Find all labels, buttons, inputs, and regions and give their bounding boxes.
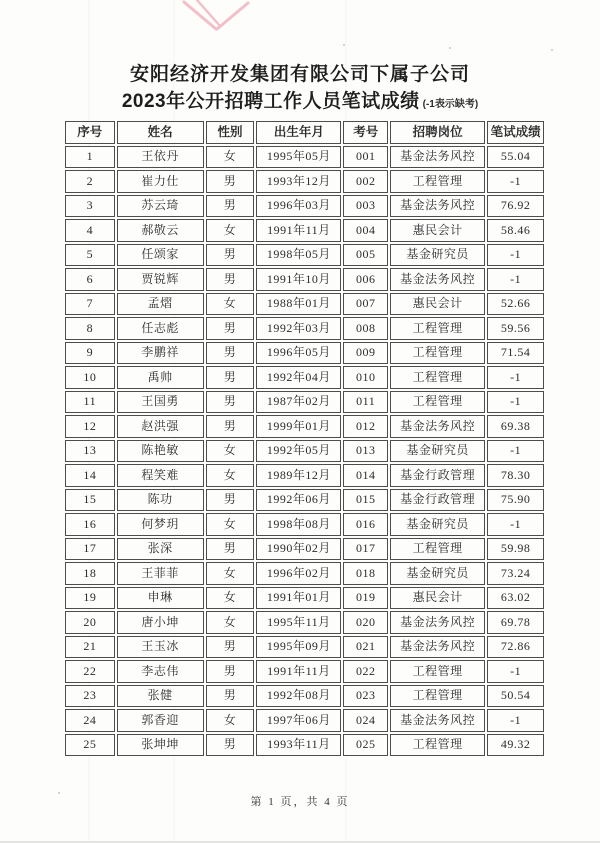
cell-birth-date: 1993年12月 [256,170,341,193]
cell-index: 1 [65,146,115,169]
cell-gender: 女 [206,146,255,169]
cell-position: 基金法务风控 [390,146,485,169]
cell-birth-date: 1987年02月 [256,391,341,414]
cell-exam-number: 015 [343,489,388,512]
table-header-row [65,121,544,144]
cell-name: 赵洪强 [117,415,204,438]
cell-gender: 男 [206,391,255,414]
cell-gender: 女 [206,562,255,585]
cell-score: 55.04 [487,146,544,169]
table-row [65,611,544,634]
table-row [65,391,544,414]
cell-name: 贾锐辉 [117,268,204,291]
cell-birth-date: 1995年09月 [256,636,341,659]
cell-gender: 女 [206,709,255,732]
cell-name: 任志彪 [117,317,204,340]
speck [551,49,553,51]
cell-score: -1 [487,366,544,389]
cell-score: 71.54 [487,342,544,365]
cell-birth-date: 1988年01月 [256,293,341,316]
cell-score: 72.86 [487,636,544,659]
cell-index: 22 [65,660,115,683]
cell-position: 基金法务风控 [390,611,485,634]
cell-birth-date: 1995年11月 [256,611,341,634]
table-row [65,293,544,316]
cell-birth-date: 1991年10月 [256,268,341,291]
cell-score: 69.38 [487,415,544,438]
table-row [65,660,544,683]
cell-exam-number: 012 [343,415,388,438]
cell-exam-number: 005 [343,244,388,267]
cell-position: 基金法务风控 [390,709,485,732]
table-row [65,146,544,169]
cell-name: 张健 [117,685,204,708]
cell-index: 20 [65,611,115,634]
cell-gender: 男 [206,489,255,512]
cell-index: 9 [65,342,115,365]
cell-gender: 男 [206,170,255,193]
cell-score: 69.78 [487,611,544,634]
cell-gender: 女 [206,440,255,463]
cell-position: 惠民会计 [390,293,485,316]
cell-birth-date: 1992年04月 [256,366,341,389]
cell-exam-number: 024 [343,709,388,732]
cell-exam-number: 006 [343,268,388,291]
cell-name: 唐小坤 [117,611,204,634]
cell-index: 24 [65,709,115,732]
cell-birth-date: 1991年01月 [256,587,341,610]
table-row [65,685,544,708]
cell-gender: 男 [206,685,255,708]
cell-index: 16 [65,513,115,536]
speck [343,44,345,46]
cell-birth-date: 1996年02月 [256,562,341,585]
column-header-name: 姓名 [117,121,204,144]
cell-exam-number: 013 [343,440,388,463]
cell-score: 75.90 [487,489,544,512]
cell-exam-number: 020 [343,611,388,634]
cell-birth-date: 1992年08月 [256,685,341,708]
table-row [65,709,544,732]
speck [449,47,451,49]
cell-birth-date: 1995年05月 [256,146,341,169]
cell-birth-date: 1998年05月 [256,244,341,267]
cell-gender: 女 [206,293,255,316]
cell-score: -1 [487,244,544,267]
cell-name: 李志伟 [117,660,204,683]
cell-score: 59.98 [487,538,544,561]
table-row [65,440,544,463]
cell-gender: 男 [206,317,255,340]
cell-gender: 男 [206,268,255,291]
document-title-line2 [0,88,600,118]
cell-position: 工程管理 [390,734,485,757]
table-row [65,489,544,512]
cell-score: -1 [487,660,544,683]
cell-position: 惠民会计 [390,219,485,242]
cell-name: 王玉冰 [117,636,204,659]
column-header-index: 序号 [65,121,115,144]
cell-gender: 男 [206,415,255,438]
cell-exam-number: 009 [343,342,388,365]
cell-index: 6 [65,268,115,291]
cell-gender: 男 [206,195,255,218]
table-row [65,195,544,218]
cell-exam-number: 017 [343,538,388,561]
cell-birth-date: 1989年12月 [256,464,341,487]
title-note-absent-legend: (-1表示缺考) [422,99,479,110]
cell-index: 5 [65,244,115,267]
cell-score: 50.54 [487,685,544,708]
column-header-gender: 性别 [206,121,255,144]
cell-position: 工程管理 [390,317,485,340]
cell-birth-date: 1991年11月 [256,219,341,242]
column-header-birth-date: 出生年月 [256,121,341,144]
cell-exam-number: 004 [343,219,388,242]
cell-score: -1 [487,391,544,414]
cell-index: 18 [65,562,115,585]
cell-index: 23 [65,685,115,708]
table-row [65,513,544,536]
pen-check-mark [176,0,254,34]
cell-position: 基金行政管理 [390,464,485,487]
cell-position: 工程管理 [390,170,485,193]
cell-position: 惠民会计 [390,587,485,610]
table-row [65,464,544,487]
cell-birth-date: 1990年02月 [256,538,341,561]
cell-position: 基金法务风控 [390,636,485,659]
cell-exam-number: 008 [343,317,388,340]
cell-gender: 男 [206,636,255,659]
cell-exam-number: 007 [343,293,388,316]
cell-exam-number: 018 [343,562,388,585]
exam-results-table [63,119,546,758]
cell-gender: 女 [206,513,255,536]
column-header-exam-number: 考号 [343,121,388,144]
table-row [65,170,544,193]
cell-gender: 女 [206,219,255,242]
cell-birth-date: 1998年08月 [256,513,341,536]
cell-index: 13 [65,440,115,463]
cell-position: 工程管理 [390,538,485,561]
cell-index: 7 [65,293,115,316]
column-header-score: 笔试成绩 [487,121,544,144]
cell-birth-date: 1992年05月 [256,440,341,463]
cell-birth-date: 1996年05月 [256,342,341,365]
cell-gender: 男 [206,660,255,683]
cell-index: 2 [65,170,115,193]
cell-birth-date: 1992年03月 [256,317,341,340]
column-header-position: 招聘岗位 [390,121,485,144]
cell-index: 15 [65,489,115,512]
cell-exam-number: 011 [343,391,388,414]
cell-name: 任颂家 [117,244,204,267]
cell-birth-date: 1992年06月 [256,489,341,512]
cell-index: 21 [65,636,115,659]
cell-gender: 男 [206,734,255,757]
cell-exam-number: 022 [343,660,388,683]
cell-index: 11 [65,391,115,414]
table-row [65,734,544,757]
cell-name: 张坤坤 [117,734,204,757]
cell-index: 8 [65,317,115,340]
table-row [65,244,544,267]
cell-exam-number: 016 [343,513,388,536]
cell-name: 程笑难 [117,464,204,487]
table-row [65,366,544,389]
cell-index: 14 [65,464,115,487]
cell-score: -1 [487,440,544,463]
cell-score: -1 [487,513,544,536]
cell-position: 基金行政管理 [390,489,485,512]
cell-position: 工程管理 [390,366,485,389]
cell-score: 78.30 [487,464,544,487]
cell-exam-number: 010 [343,366,388,389]
results-table-container [63,119,546,758]
cell-gender: 男 [206,342,255,365]
cell-index: 10 [65,366,115,389]
cell-gender: 男 [206,538,255,561]
cell-position: 工程管理 [390,660,485,683]
cell-index: 17 [65,538,115,561]
document-header [0,62,600,118]
cell-position: 基金研究员 [390,562,485,585]
cell-name: 何梦玥 [117,513,204,536]
cell-name: 王菲菲 [117,562,204,585]
page-number: 第 1 页，共 4 页 [250,796,350,808]
table-row [65,538,544,561]
cell-score: -1 [487,170,544,193]
cell-name: 郝敬云 [117,219,204,242]
cell-exam-number: 014 [343,464,388,487]
cell-score: 58.46 [487,219,544,242]
cell-exam-number: 003 [343,195,388,218]
table-row [65,587,544,610]
cell-position: 基金研究员 [390,513,485,536]
cell-index: 4 [65,219,115,242]
cell-name: 苏云琦 [117,195,204,218]
cell-score: 59.56 [487,317,544,340]
cell-score: 63.02 [487,587,544,610]
table-row [65,317,544,340]
cell-position: 工程管理 [390,685,485,708]
table-row [65,268,544,291]
cell-index: 19 [65,587,115,610]
cell-score: 73.24 [487,562,544,585]
table-row [65,219,544,242]
cell-gender: 男 [206,366,255,389]
cell-index: 3 [65,195,115,218]
cell-birth-date: 1993年11月 [256,734,341,757]
cell-name: 李鹏祥 [117,342,204,365]
cell-position: 基金法务风控 [390,268,485,291]
cell-gender: 女 [206,587,255,610]
cell-score: 52.66 [487,293,544,316]
cell-position: 基金研究员 [390,440,485,463]
cell-birth-date: 1999年01月 [256,415,341,438]
cell-position: 基金研究员 [390,244,485,267]
table-row [65,342,544,365]
cell-gender: 男 [206,244,255,267]
cell-position: 工程管理 [390,391,485,414]
cell-name: 孟熠 [117,293,204,316]
table-row [65,562,544,585]
cell-position: 工程管理 [390,342,485,365]
cell-score: 49.32 [487,734,544,757]
cell-name: 王依丹 [117,146,204,169]
cell-name: 申琳 [117,587,204,610]
cell-gender: 女 [206,464,255,487]
table-row [65,636,544,659]
cell-name: 王国勇 [117,391,204,414]
cell-index: 12 [65,415,115,438]
cell-score: -1 [487,709,544,732]
cell-birth-date: 1997年06月 [256,709,341,732]
cell-name: 张深 [117,538,204,561]
cell-exam-number: 002 [343,170,388,193]
cell-exam-number: 023 [343,685,388,708]
cell-score: 76.92 [487,195,544,218]
cell-exam-number: 025 [343,734,388,757]
document-title-line1: 安阳经济开发集团有限公司下属子公司 [129,64,470,85]
cell-position: 基金法务风控 [390,415,485,438]
cell-index: 25 [65,734,115,757]
cell-name: 陈艳敏 [117,440,204,463]
cell-position: 基金法务风控 [390,195,485,218]
document-title-line2-text: 2023年公开招聘工作人员笔试成绩 [121,91,420,112]
cell-name: 郭香迎 [117,709,204,732]
cell-exam-number: 021 [343,636,388,659]
cell-exam-number: 019 [343,587,388,610]
table-row [65,415,544,438]
cell-score: -1 [487,268,544,291]
cell-exam-number: 001 [343,146,388,169]
cell-name: 崔力仕 [117,170,204,193]
cell-birth-date: 1996年03月 [256,195,341,218]
cell-name: 陈功 [117,489,204,512]
cell-gender: 女 [206,611,255,634]
cell-birth-date: 1991年11月 [256,660,341,683]
cell-name: 禹帅 [117,366,204,389]
